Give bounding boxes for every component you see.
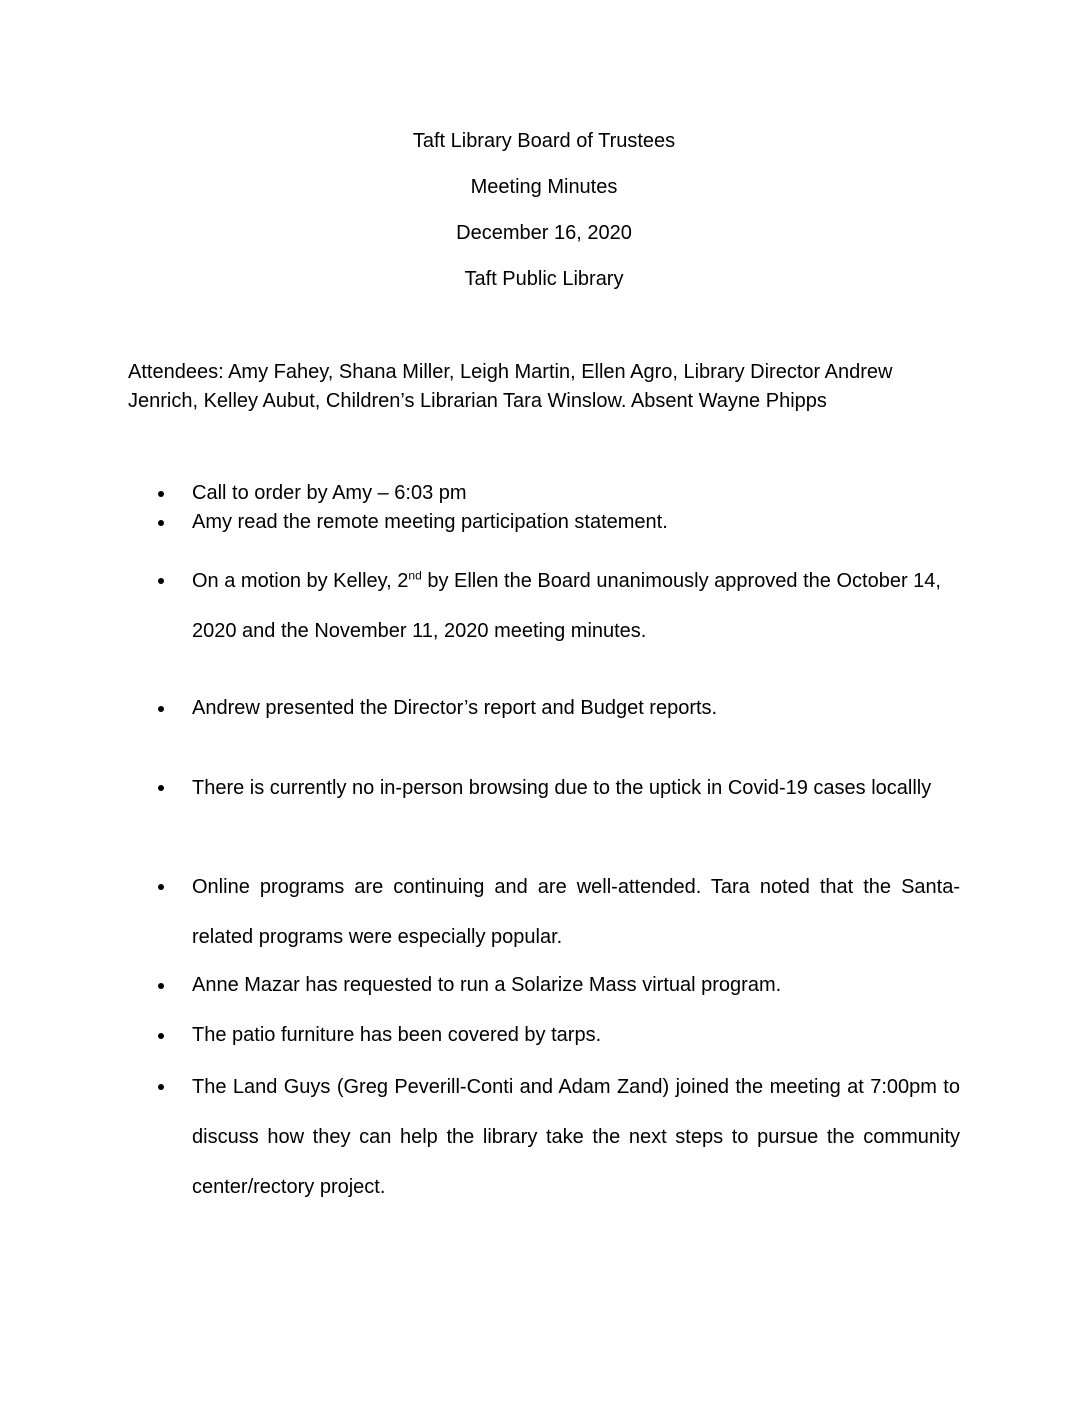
bullet-icon — [158, 1033, 164, 1039]
list-item: Call to order by Amy – 6:03 pm — [192, 482, 467, 504]
document-type-title: Meeting Minutes — [470, 176, 618, 198]
bullet-icon — [158, 578, 164, 584]
bullet-icon — [158, 884, 164, 890]
meeting-location: Taft Public Library — [464, 268, 624, 290]
list-item: The Land Guys (Greg Peverill-Conti and Adam Zand) joined the meeting at 7:00pm to discuss how they can help the library take the next steps to pursue the community center/rectory project. — [192, 1076, 960, 1198]
bullet-icon — [158, 983, 164, 989]
list-item — [192, 556, 960, 656]
list-item: Anne Mazar has requested to run a Solarize Mass virtual program. — [192, 974, 782, 996]
list-item-text: by Ellen the Board unanimously approved the October 14, 2020 and the November 11, 2020 meeting minutes. — [192, 570, 941, 642]
list-item: Andrew presented the Director’s report and Budget reports. — [192, 697, 718, 719]
list-item: There is currently no in-person browsing due to the uptick in Covid-19 cases locallly — [192, 777, 932, 799]
bullet-icon — [158, 785, 164, 791]
document-org-title: Taft Library Board of Trustees — [412, 130, 676, 152]
bullet-icon — [158, 706, 164, 712]
meeting-date: December 16, 2020 — [456, 222, 632, 244]
bullet-icon — [158, 1084, 164, 1090]
list-item: The patio furniture has been covered by tarps. — [192, 1024, 602, 1046]
list-item: Online programs are continuing and are well-attended. Tara noted that the Santa-related programs were especially popular. — [192, 876, 960, 948]
list-item: Amy read the remote meeting participation statement. — [192, 511, 668, 533]
ordinal-suffix: nd — [408, 568, 422, 583]
bullet-icon — [158, 491, 164, 497]
bullet-icon — [158, 520, 164, 526]
list-item-text: On a motion by Kelley, 2 — [192, 570, 409, 592]
attendees-paragraph: Attendees: Amy Fahey, Shana Miller, Leigh Martin, Ellen Agro, Library Director Andrew Jenrich, Kelley Aubut, Children’s Librarian Tara Winslow. Absent Wayne Phipps — [128, 361, 893, 412]
